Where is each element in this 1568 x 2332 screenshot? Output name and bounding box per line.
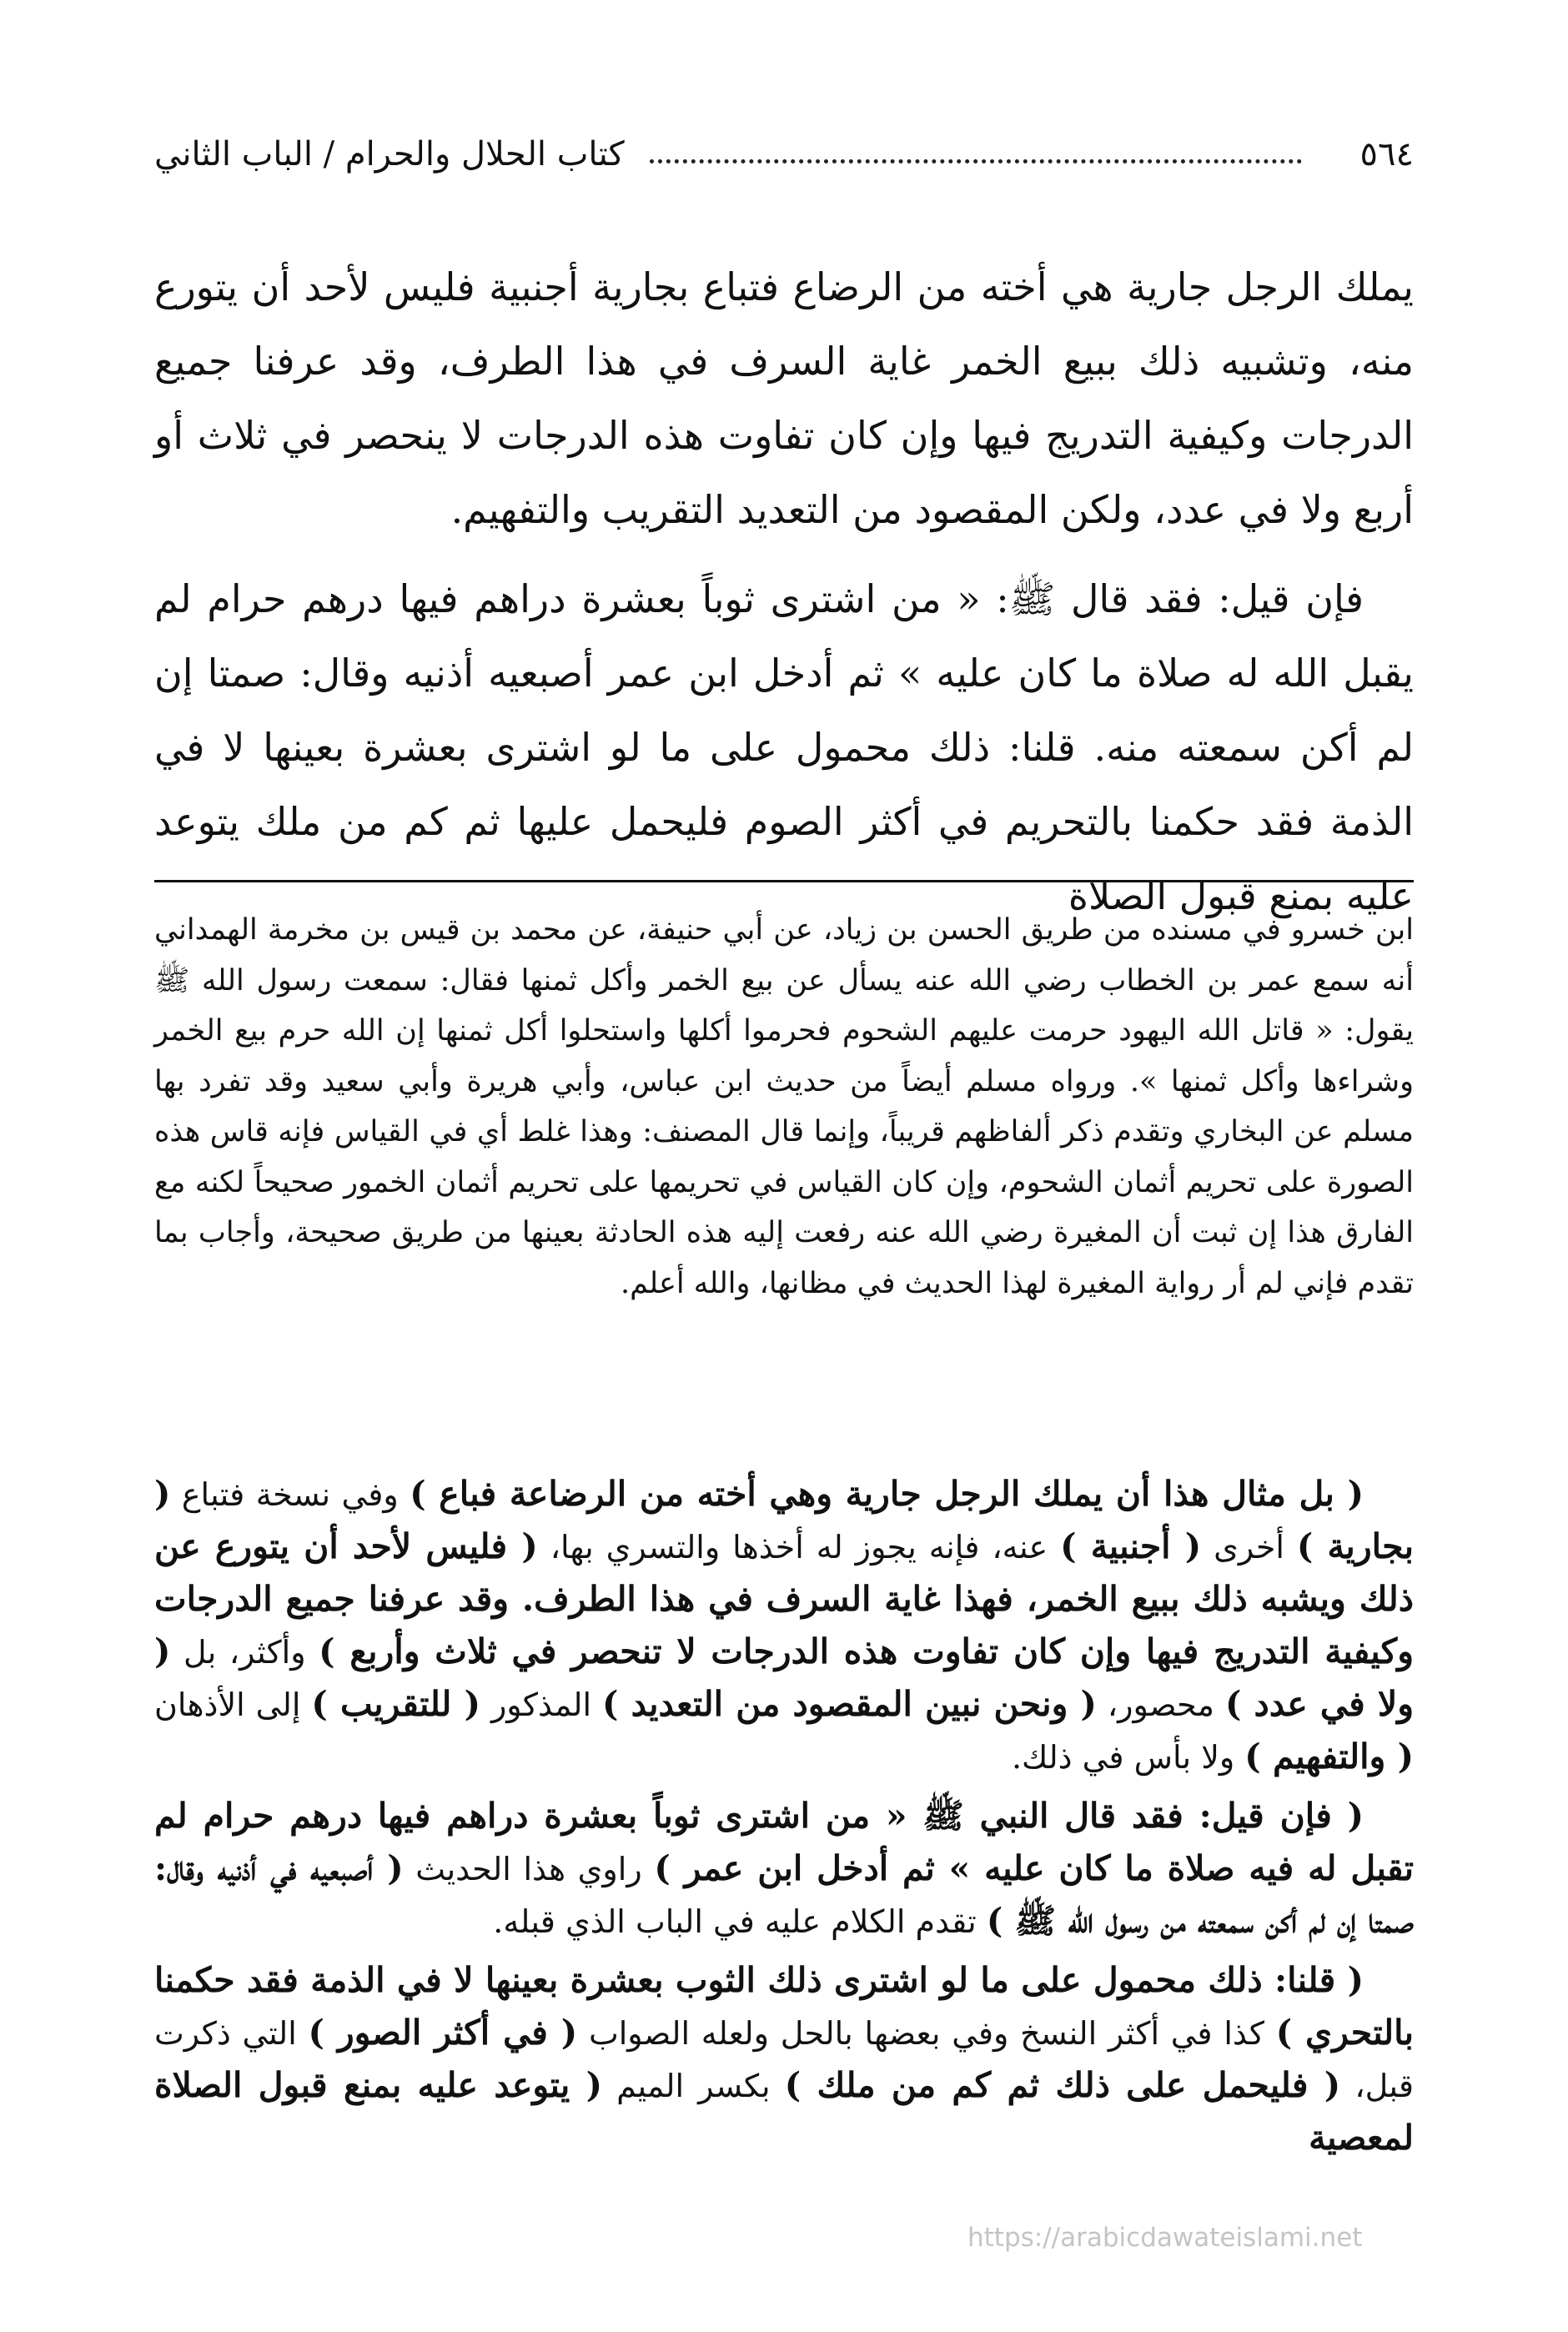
- quoted-text: ( ونحن نبين المقصود من التعديد ): [602, 1684, 1097, 1724]
- main-paragraph: فإن قيل: فقد قال ﷺ: « من اشترى ثوباً بعشرة دراهم فيها درهم حرام لم يقبل الله له صلاة ما كان عليه » ثم أدخل ابن عمر أصبعيه أذنيه وقال: صمتا إن لم أكن سمعته منه. قلنا: ذلك محمول على ما لو اشترى بعشرة بعينها لا في الذمة فقد حكمنا بالتحريم في أكثر الصوم فليحمل عليها ثم كم من ملك يتوعد عليه بمنع قبول الصلاة: [154, 576, 1414, 918]
- commentary-text: إلى الأذهان: [154, 1686, 312, 1723]
- footnote-text: ابن خسرو في مسنده من طريق الحسن بن زياد، عن أبي حنيفة، عن محمد بن قيس بن مخرمة الهمداني أنه سمع عمر بن الخطاب رضي الله عنه يسأل عن بيع الخمر وأكل ثمنها فقال: سمعت رسول الله ﷺ يقول: « قاتل الله اليهود حرمت عليهم الشحوم فحرموا أكلها واستحلوا أكل ثمنها إن الله حرم بيع الخمر وشراءها وأكل ثمنها ». ورواه مسلم أيضاً من حديث ابن عباس، وأبي هريرة وأبي سعيد وقد تفرد بها مسلم عن البخاري وتقدم ذكر ألفاظهم قريباً، وإنما قال المصنف: وهذا غلط أي في القياس فإنه قاس هذه الصورة على تحريم أثمان الشحوم، وإن كان القياس في تحريمها على تحريم أثمان الخمور صحيحاً لكنه مع الفارق هذا إن ثبت أن المغيرة رضي الله عنه رفعت إليه هذه الحادثة بعينها من طريق صحيحة، وأجاب بما تقدم فإني لم أر رواية المغيرة لهذا الحديث في مظانها، والله أعلم.: [154, 913, 1414, 1300]
- quoted-text: ( فليس لأحد أن يتورع عن ذلك ويشبه ذلك ببيع الخمر، فهذا غاية السرف في هذا الطرف. وقد عرفنا جميع الدرجات وكيفية التدريج فيها وإن كان تفاوت هذه الدرجات لا تنحصر في ثلاث وأربع ): [154, 1526, 1414, 1671]
- commentary-text: ولا بأس في ذلك.: [1011, 1739, 1245, 1776]
- quoted-text: ( والتفهيم ): [1244, 1736, 1414, 1777]
- commentary-text: وأكثر، بل: [170, 1634, 319, 1671]
- quoted-text: ( يتوعد عليه بمنع قبول الصلاة لمعصية: [154, 2065, 1414, 2158]
- commentary-text: المذكور: [480, 1686, 603, 1723]
- running-title: كتاب الحلال والحرام / الباب الثاني: [154, 135, 625, 173]
- quoted-text: ( فإن قيل: فقد قال النبي ﷺ « من اشترى ثوباً بعشرة دراهم فيها درهم حرام لم تقبل له فيه صلاة ما كان عليه » ثم أدخل ابن عمر ): [154, 1796, 1414, 1888]
- quoted-text: ( أصبعيه في أذنيه وقال: صمتا إن لم أكن سمعته من رسول الله ﷺ ): [154, 1848, 1414, 1941]
- footnote-separator: [154, 880, 1414, 882]
- commentary-text: وفي نسخة فتباع: [170, 1476, 410, 1513]
- quoted-text: ( أجنبية ): [1060, 1526, 1202, 1566]
- main-text: [154, 250, 1414, 948]
- commentary-paragraph: [154, 1954, 1414, 2164]
- commentary-text: محصور،: [1096, 1686, 1225, 1723]
- header-dot-leader: [650, 159, 1302, 163]
- quoted-text: ( ولا في عدد ): [154, 1631, 1414, 1724]
- commentary-text: التي ذكرت قبل،: [154, 2015, 1414, 2104]
- quoted-text: ( بجارية ): [154, 1474, 1415, 1566]
- page-header: [154, 125, 1414, 183]
- commentary-paragraph: [154, 1468, 1414, 1783]
- commentary-text: أخرى: [1201, 1529, 1297, 1566]
- quoted-text: ( بل مثال هذا أن يملك الرجل جارية وهي أخته من الرضاعة فباع ): [410, 1474, 1364, 1514]
- watermark-url: https://arabicdawateislami.net: [967, 2223, 1363, 2253]
- quoted-text: ( قلنا: ذلك محمول على ما لو اشترى ذلك الثوب بعشرة بعينها لا في الذمة فقد حكمنا بالتحري ): [154, 1960, 1414, 2053]
- commentary: [154, 1468, 1414, 2171]
- main-paragraph: يملك الرجل جارية هي أخته من الرضاع فتباع بجارية أجنبية فليس لأحد أن يتورع منه، وتشبيه ذلك ببيع الخمر غاية السرف في هذا الطرف، وقد عرفنا جميع الدرجات وكيفية التدريج فيها وإن كان تفاوت هذه الدرجات لا ينحصر في ثلاث أو أربع ولا في عدد، ولكن المقصود من التعديد التقريب والتفهيم.: [154, 264, 1414, 532]
- commentary-text: عنه، فإنه يجوز له أخذها والتسري بها،: [537, 1529, 1061, 1566]
- commentary-text: بكسر الميم: [602, 2068, 785, 2104]
- quoted-text: ( فليحمل على ذلك ثم كم من ملك ): [784, 2065, 1341, 2105]
- commentary-text: كذا في أكثر النسخ وفي بعضها بالحل ولعله الصواب: [577, 2015, 1276, 2052]
- commentary-text: تقدم الكلام عليه في الباب الذي قبله.: [493, 1903, 987, 1940]
- quoted-text: ( للتقريب ): [311, 1684, 480, 1724]
- page-number: ٥٦٤: [1359, 135, 1414, 173]
- commentary-paragraph: [154, 1790, 1414, 1948]
- footnote: [154, 905, 1414, 1309]
- quoted-text: ( في أكثر الصور ): [308, 2013, 578, 2053]
- commentary-text: راوي هذا الحديث: [403, 1851, 655, 1887]
